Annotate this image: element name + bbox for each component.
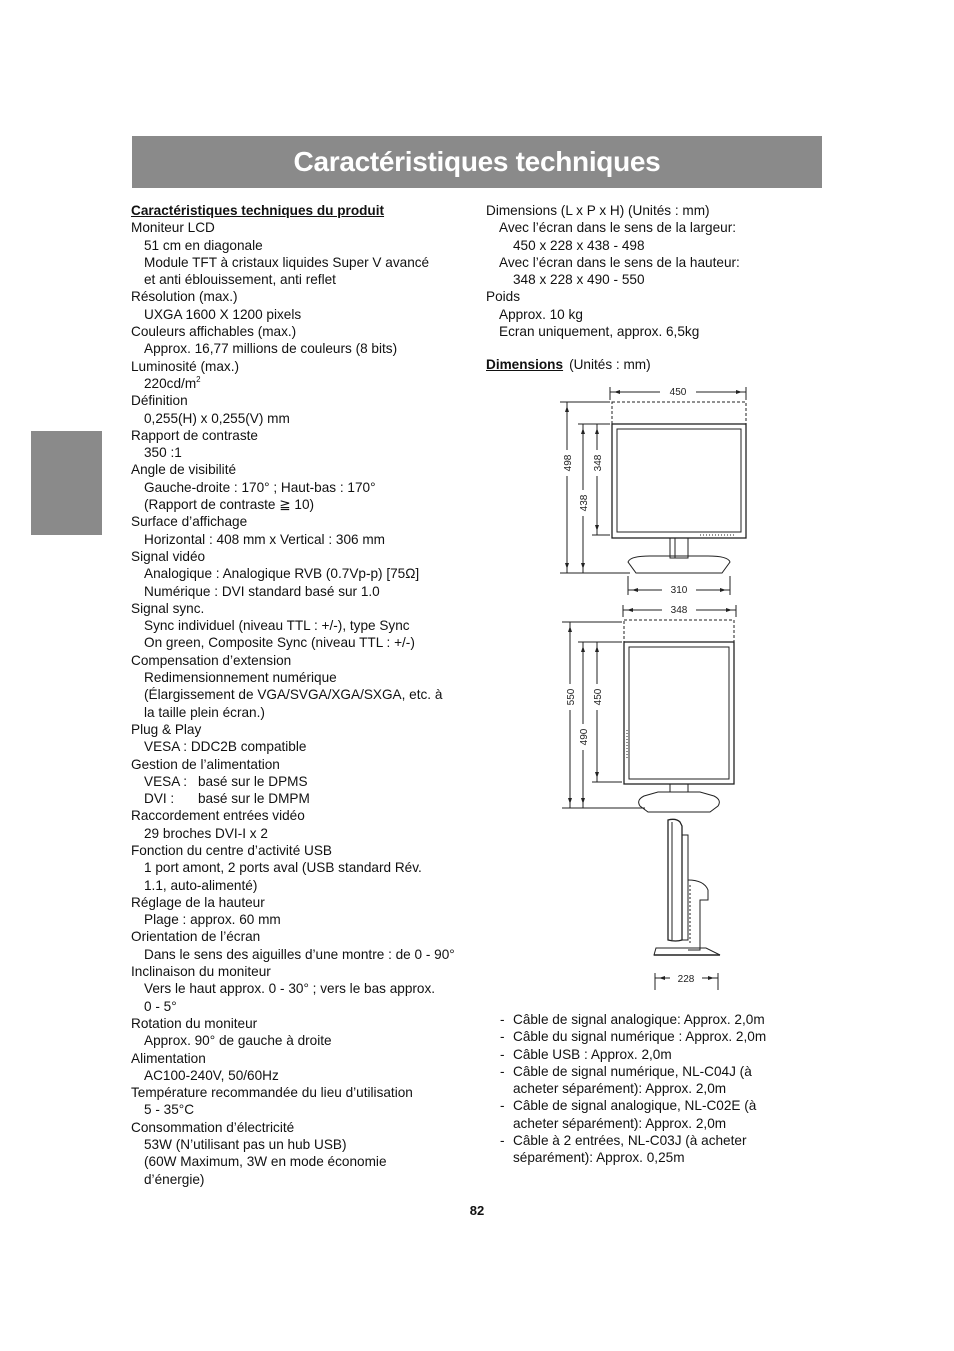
spec-value [131,790,476,807]
label-base-width: 310 [670,585,688,596]
spec-value: Horizontal : 408 mm x Vertical : 306 mm [144,531,385,547]
spec-value [131,773,476,790]
spec-value: Gauche-droite : 170° ; Haut-bas : 170° [144,479,376,495]
spec-value: Vers le haut approx. 0 - 30° ; vers le bas approx. [144,981,436,997]
cable-item: - Câble de signal analogique: Approx. 2,0m [497,1011,797,1028]
spec-value: Approx. 90° de gauche à droite [144,1033,332,1049]
spec-value: Module TFT à cristaux liquides Super V avancé [144,254,430,270]
spec-value: la taille plein écran.) [144,704,265,720]
spec-value: (60W Maximum, 3W en mode économie [144,1154,387,1170]
spec-item-hauteur: Réglage de la hauteur [131,894,265,910]
label-height-landscape-total: 498 [563,454,574,472]
spec-item-gestion: Gestion de l’alimentation [131,756,280,772]
spec-item-resolution: Résolution (max.) [131,289,238,305]
spec-value: Plage : approx. 60 mm [144,912,281,928]
spec-value: Sync individuel (niveau TTL : +/-), type Sync [144,618,410,634]
poids-value: Approx. 10 kg [499,306,583,322]
spec-item-definition: Définition [131,393,188,409]
label-screen-height-landscape: 348 [593,454,604,472]
spec-value: 29 broches DVI-I x 2 [144,825,268,841]
spec-value: Approx. 16,77 millions de couleurs (8 bits) [144,341,398,357]
spec-value: 5 - 35°C [144,1102,195,1118]
gestion-vesa-value: basé sur le DPMS [198,773,308,789]
spec-value: 1.1, auto-alimenté) [144,877,258,893]
spec-item-alimentation: Alimentation [131,1050,206,1066]
spec-value: AC100-240V, 50/60Hz [144,1067,279,1083]
page-title: Caractéristiques techniques [293,146,661,177]
cable-item: - Câble à 2 entrées, NL-C03J (à acheter séparément): Approx. 0,25m [497,1132,797,1167]
page-number: 82 [469,1203,485,1218]
label-width-portrait: 348 [670,605,688,616]
dimensions-heading: Dimensions [486,357,564,373]
poids-value: Ecran uniquement, approx. 6,5kg [499,324,700,340]
label-screen-height-portrait: 450 [593,688,604,706]
spec-item-signal-sync: Signal sync. [131,600,205,616]
spec-value: UXGA 1600 X 1200 pixels [144,306,302,322]
spec-value: (Élargissement de VGA/SVGA/XGA/SXGA, etc. à [144,687,443,703]
spec-value: 53W (N’utilisant pas un hub USB) [144,1137,347,1153]
spec-value: 0,255(H) x 0,255(V) mm [144,410,290,426]
spec-item-consommation: Consommation d’électricité [131,1119,295,1135]
label-width-landscape: 450 [669,387,687,398]
spec-value [131,375,476,392]
spec-item-inclinaison: Inclinaison du moniteur [131,964,271,980]
spec-heading: Caractéristiques techniques du produit [131,203,385,218]
cable-item: - Câble du signal numérique : Approx. 2,0m [497,1028,797,1045]
spec-value: 51 cm en diagonale [144,237,263,253]
dimensions-orientation: Avec l’écran dans le sens de la hauteur: [499,254,740,270]
spec-item-orientation: Orientation de l’écran [131,929,261,945]
dimensions-orientation: Avec l’écran dans le sens de la largeur: [499,220,737,236]
spec-item-signal-video: Signal vidéo [131,548,206,564]
spec-item-rotation: Rotation du moniteur [131,1015,258,1031]
spec-item-moniteur: Moniteur LCD [131,220,215,236]
spec-value: et anti éblouissement, anti reflet [144,272,336,288]
spec-list [131,202,476,1188]
gestion-dvi-value: basé sur le DMPM [198,791,310,807]
title-bar [132,136,822,188]
spec-value: Redimensionnement numérique [144,670,337,686]
spec-value: Analogique : Analogique RVB (0.7Vp-p) [75Ω] [144,566,420,582]
spec-item-temperature: Température recommandée du lieu d’utilisation [131,1085,413,1101]
dimensions-block [486,202,786,374]
spec-item-compensation: Compensation d’extension [131,652,292,668]
spec-item-usb: Fonction du centre d’activité USB [131,842,332,858]
poids-label: Poids [486,289,521,305]
label-height-portrait-min: 490 [579,728,590,746]
cable-item: - Câble USB : Approx. 2,0m [497,1046,797,1063]
spec-value: On green, Composite Sync (niveau TTL : +/-) [144,635,415,651]
spec-item-angle: Angle de visibilité [131,462,237,478]
cable-list [497,1011,797,1167]
spec-item-plug: Plug & Play [131,721,202,737]
luminosite-value: 220cd/m [144,375,197,391]
side-view-monitor [654,819,720,990]
dimensions-label: Dimensions (L x P x H) (Unités : mm) [486,203,710,218]
dimensions-value: 348 x 228 x 490 - 550 [513,272,645,288]
portrait-monitor [562,603,736,812]
spec-item-couleurs: Couleurs affichables (max.) [131,324,297,340]
cable-item: - Câble de signal numérique, NL-C04J (à acheter séparément): Approx. 2,0m [497,1063,797,1098]
spec-value: (Rapport de contraste ≧ 10) [144,497,315,513]
gestion-dvi-label: DVI : [144,791,175,807]
spec-item-contraste: Rapport de contraste [131,427,258,443]
luminosite-exponent: 2 [196,374,201,384]
spec-value: 0 - 5° [144,998,177,1014]
label-height-landscape-min: 438 [579,494,590,512]
spec-item-raccordement: Raccordement entrées vidéo [131,808,305,824]
label-height-portrait-total: 550 [566,688,577,706]
spec-item-surface: Surface d’affichage [131,514,248,530]
dimension-diagram [550,380,770,995]
label-depth: 228 [677,974,695,985]
dimensions-units: (Unités : mm) [569,357,651,373]
spec-value: Numérique : DVI standard basé sur 1.0 [144,583,380,599]
landscape-monitor [560,385,746,596]
spec-value: d’énergie) [144,1171,205,1187]
spec-value: 1 port amont, 2 ports aval (USB standard Rév. [144,860,422,876]
dimensions-value: 450 x 228 x 438 - 498 [513,237,645,253]
dimensions-diagram-heading [486,356,786,373]
spec-item-luminosite: Luminosité (max.) [131,358,240,374]
side-tab [31,431,102,535]
spec-value: VESA : DDC2B compatible [144,739,307,755]
spec-value: Dans le sens des aiguilles d’une montre : de 0 - 90° [144,946,455,962]
cable-item: - Câble de signal analogique, NL-C02E (à acheter séparément): Approx. 2,0m [497,1097,797,1132]
gestion-vesa-label: VESA : [144,773,188,789]
spec-value: 350 :1 [144,445,182,461]
